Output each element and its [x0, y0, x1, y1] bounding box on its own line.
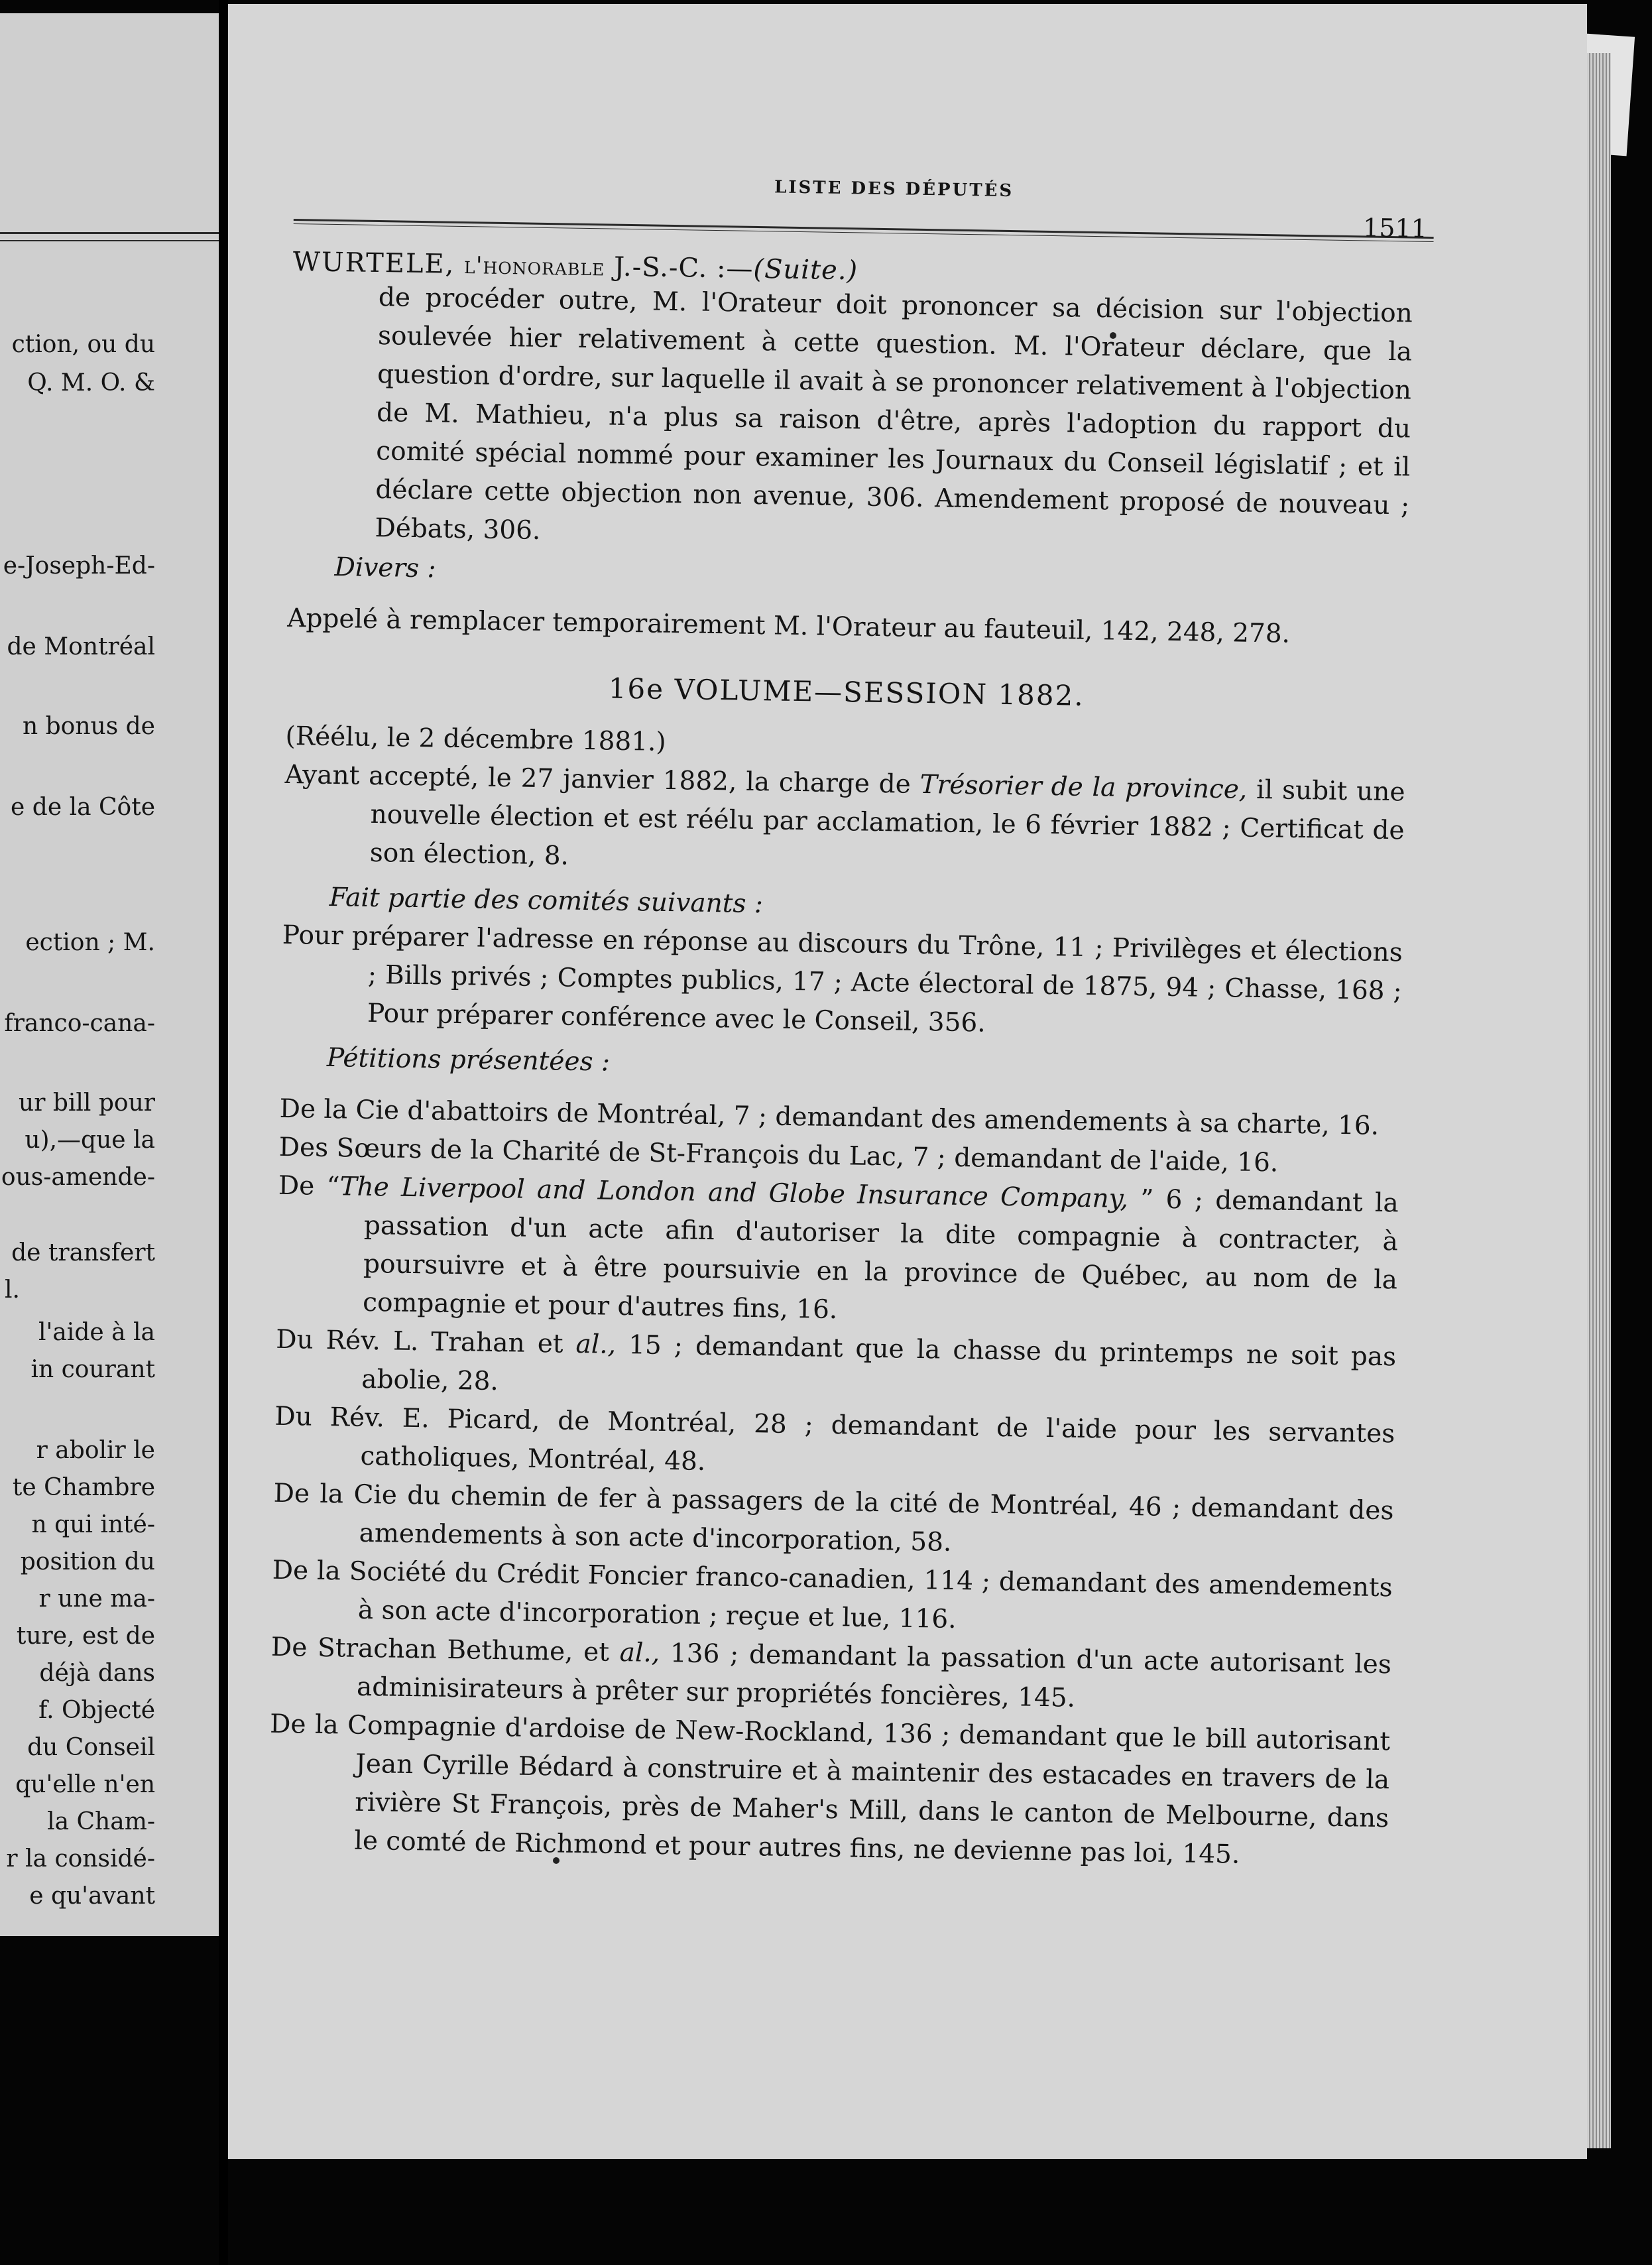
left-page-fragment: qu'elle n'en: [15, 1771, 155, 1798]
left-page-fragment: déjà dans: [39, 1660, 155, 1687]
left-page-rule: [0, 232, 219, 234]
entry-body: [268, 277, 1413, 1876]
running-head: LISTE DES DÉPUTÉS: [774, 177, 1014, 202]
left-page-fragment: e qu'avant: [29, 1882, 155, 1910]
page-edges: [1587, 53, 1611, 2148]
section-label-divers: Divers :: [334, 552, 436, 584]
left-page-fragment: u),—que la: [25, 1127, 155, 1154]
left-page-fragment: ction, ou du: [11, 331, 155, 358]
text-italic: al.,: [575, 1329, 617, 1360]
petition-item: Des Sœurs de la Charité de St-François du Lac, 7 ; demandant de l'aide, 16.: [278, 1132, 1279, 1178]
text: il subit une nouvelle élection et est réélu par acclamation, le 6 février 1882 ; Certificat de son élection, 8.: [369, 774, 1405, 871]
text-italic: Trésorier de la province,: [919, 769, 1248, 805]
left-page-fragment: ous-amende-: [1, 1164, 155, 1191]
page-number: 1511: [1362, 213, 1428, 243]
petition-item: [276, 1167, 1399, 1339]
section-label-petitions: Pétitions présentées :: [326, 1042, 611, 1077]
deputy-name: WURTELE,: [292, 246, 455, 280]
left-page-fragment: r la considé-: [6, 1845, 155, 1872]
text: Ayant accepté, le 27 janvier 1882, la charge de: [284, 759, 912, 800]
left-page-fragment: Q. M. O. &: [27, 369, 155, 397]
header-rule: [294, 219, 1434, 242]
left-page-fragment: la Cham-: [47, 1808, 155, 1835]
text: 136 ; demandant la passation d'un acte autorisant les adminisirateurs à prêter sur propriétés foncières, 145.: [356, 1638, 1392, 1713]
left-facing-page: [0, 13, 219, 1936]
left-page-fragment: te Chambre: [12, 1474, 155, 1501]
left-page-fragment: r une ma-: [38, 1585, 155, 1613]
left-page-fragment: du Conseil: [27, 1734, 155, 1761]
left-page-fragment: n bonus de: [23, 713, 155, 740]
left-page-fragment: l.: [5, 1276, 20, 1304]
book-spine: [219, 0, 228, 2265]
section-label-comites: Fait partie des comités suivants :: [329, 882, 764, 920]
left-page-fragment: de transfert: [11, 1239, 155, 1266]
paragraph-divers: Appelé à remplacer temporairement M. l'Orateur au fauteuil, 142, 248, 278.: [287, 603, 1291, 649]
honorific: l'honorable: [463, 252, 605, 282]
paragraph-objection: de procéder outre, M. l'Orateur doit prononcer sa décision sur l'objection soulevée hier relativement à cette question. M. l'Orateur déclare, que la question d'ordre, sur laquelle il avait à se prononcer relativement à l'objection de M. Mathieu, n'a plus sa raison d'être, après l'adoption du rapport du comité spécial nommé pour examiner les Journaux du Conseil législatif ; et il déclare cette objection non avenue, 306. Amendement proposé de nouveau ; Débats, 306.: [375, 282, 1413, 546]
main-page: [228, 4, 1587, 2159]
left-page-fragment: ection ; M.: [25, 929, 155, 956]
left-page-fragment: l'aide à la: [38, 1319, 155, 1346]
left-page-fragment: e de la Côte: [11, 794, 155, 821]
page-content: [268, 170, 1428, 1876]
paragraph-comites: Pour préparer l'adresse en réponse au discours du Trône, 11 ; Privilèges et élections ; Bills privés ; Comptes publics, 17 ; Acte électoral de 1875, 94 ; Chasse, 168 ; Pour préparer conférence avec le Conseil, 356.: [282, 920, 1403, 1038]
left-page-fragment: position du: [20, 1548, 155, 1575]
text-italic: al.,: [619, 1637, 660, 1668]
left-page-fragment: ture, est de: [16, 1622, 155, 1650]
left-page-fragment: e-Joseph-Ed-: [3, 552, 155, 580]
volume-title: 16e VOLUME—SESSION 1882.: [608, 672, 1085, 712]
petition-item: De la Société du Crédit Foncier franco-canadien, 114 ; demandant des amendements à son acte d'incorporation ; reçue et lue, 116.: [272, 1555, 1393, 1634]
left-page-fragment: de Montréal: [7, 633, 155, 660]
petition-item: De la Cie du chemin de fer à passagers de la cité de Montréal, 46 ; demandant des amendements à son acte d'incorporation, 58.: [273, 1478, 1394, 1558]
text: ” 6 ; demandant la passation d'un acte afin d'autoriser la dite compagnie à contracter, à poursuivre et à être poursuivie en la province de Québec, au nom de la compagnie et pour d'autres fins, 16.: [362, 1184, 1399, 1325]
left-page-fragment: f. Objecté: [38, 1697, 155, 1724]
left-page-fragment: n qui inté-: [31, 1511, 155, 1538]
petition-item: De la Cie d'abattoirs de Montréal, 7 ; demandant des amendements à sa charte, 16.: [279, 1093, 1380, 1141]
text: De Strachan Bethume, et: [270, 1632, 610, 1668]
paragraph-ayant-accepte: [283, 756, 1405, 889]
left-page-rule: [0, 240, 219, 241]
petition-item: Du Rév. E. Picard, de Montréal, 28 ; demandant de l'aide pour les servantes catholiques, Montréal, 48.: [274, 1401, 1395, 1477]
text: De “: [278, 1170, 340, 1202]
petition-item: De la Compagnie d'ardoise de New-Rockland, 136 ; demandant que le bill autorisant Jean Cyrille Bédard à construire et à maintenir des estacades en travers de la rivière St François, près de Maher's Mill, dans le canton de Melbourne, dans le comté de Richmond et pour autres fins, ne devienne pas loi, 145.: [269, 1709, 1391, 1870]
paragraph-reelu: (Réélu, le 2 décembre 1881.): [285, 721, 667, 757]
text-italic: The Liverpool and London and Globe Insurance Company,: [339, 1172, 1129, 1214]
left-page-fragment: r abolir le: [36, 1437, 155, 1464]
text: 15 ; demandant que la chasse du printemps ne soit pas abolie, 28.: [361, 1330, 1397, 1397]
text: Du Rév. L. Trahan et: [275, 1324, 563, 1359]
left-page-fragment: ur bill pour: [19, 1089, 155, 1117]
suite-label: (Suite.): [753, 253, 858, 286]
initials: J.-S.-C. :—: [613, 251, 754, 284]
left-page-fragment: in courant: [30, 1356, 155, 1383]
left-page-fragment: franco-cana-: [4, 1010, 155, 1037]
